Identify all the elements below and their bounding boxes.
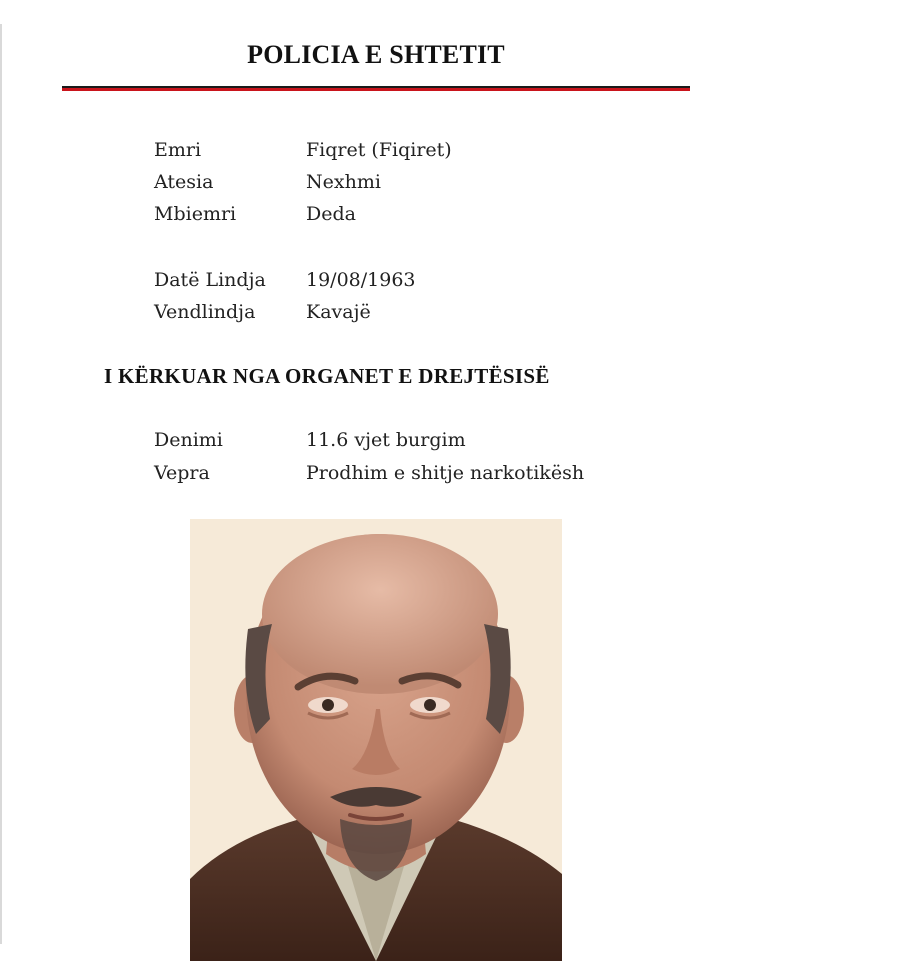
field-value: 11.6 vjet burgim	[306, 429, 466, 451]
field-label: Mbiemri	[154, 203, 237, 225]
field-value: Nexhmi	[306, 171, 381, 193]
title-divider	[62, 86, 690, 91]
field-label: Emri	[154, 139, 202, 161]
field-label: Vendlindja	[154, 301, 256, 323]
field-label: Atesia	[154, 171, 214, 193]
field-value: Kavajë	[306, 301, 371, 323]
suspect-photo	[190, 519, 562, 961]
page-left-border	[0, 24, 2, 944]
field-value: Fiqret (Fiqiret)	[306, 139, 452, 161]
field-value: Prodhim e shitje narkotikësh	[306, 462, 585, 484]
field-value: Deda	[306, 203, 356, 225]
page-title: POLICIA E SHTETIT	[247, 40, 505, 69]
field-label: Vepra	[154, 462, 210, 484]
wanted-heading: I KËRKUAR NGA ORGANET E DREJTËSISË	[104, 364, 550, 388]
field-label: Denimi	[154, 429, 223, 451]
field-value: 19/08/1963	[306, 269, 416, 291]
field-label: Datë Lindja	[154, 269, 266, 291]
